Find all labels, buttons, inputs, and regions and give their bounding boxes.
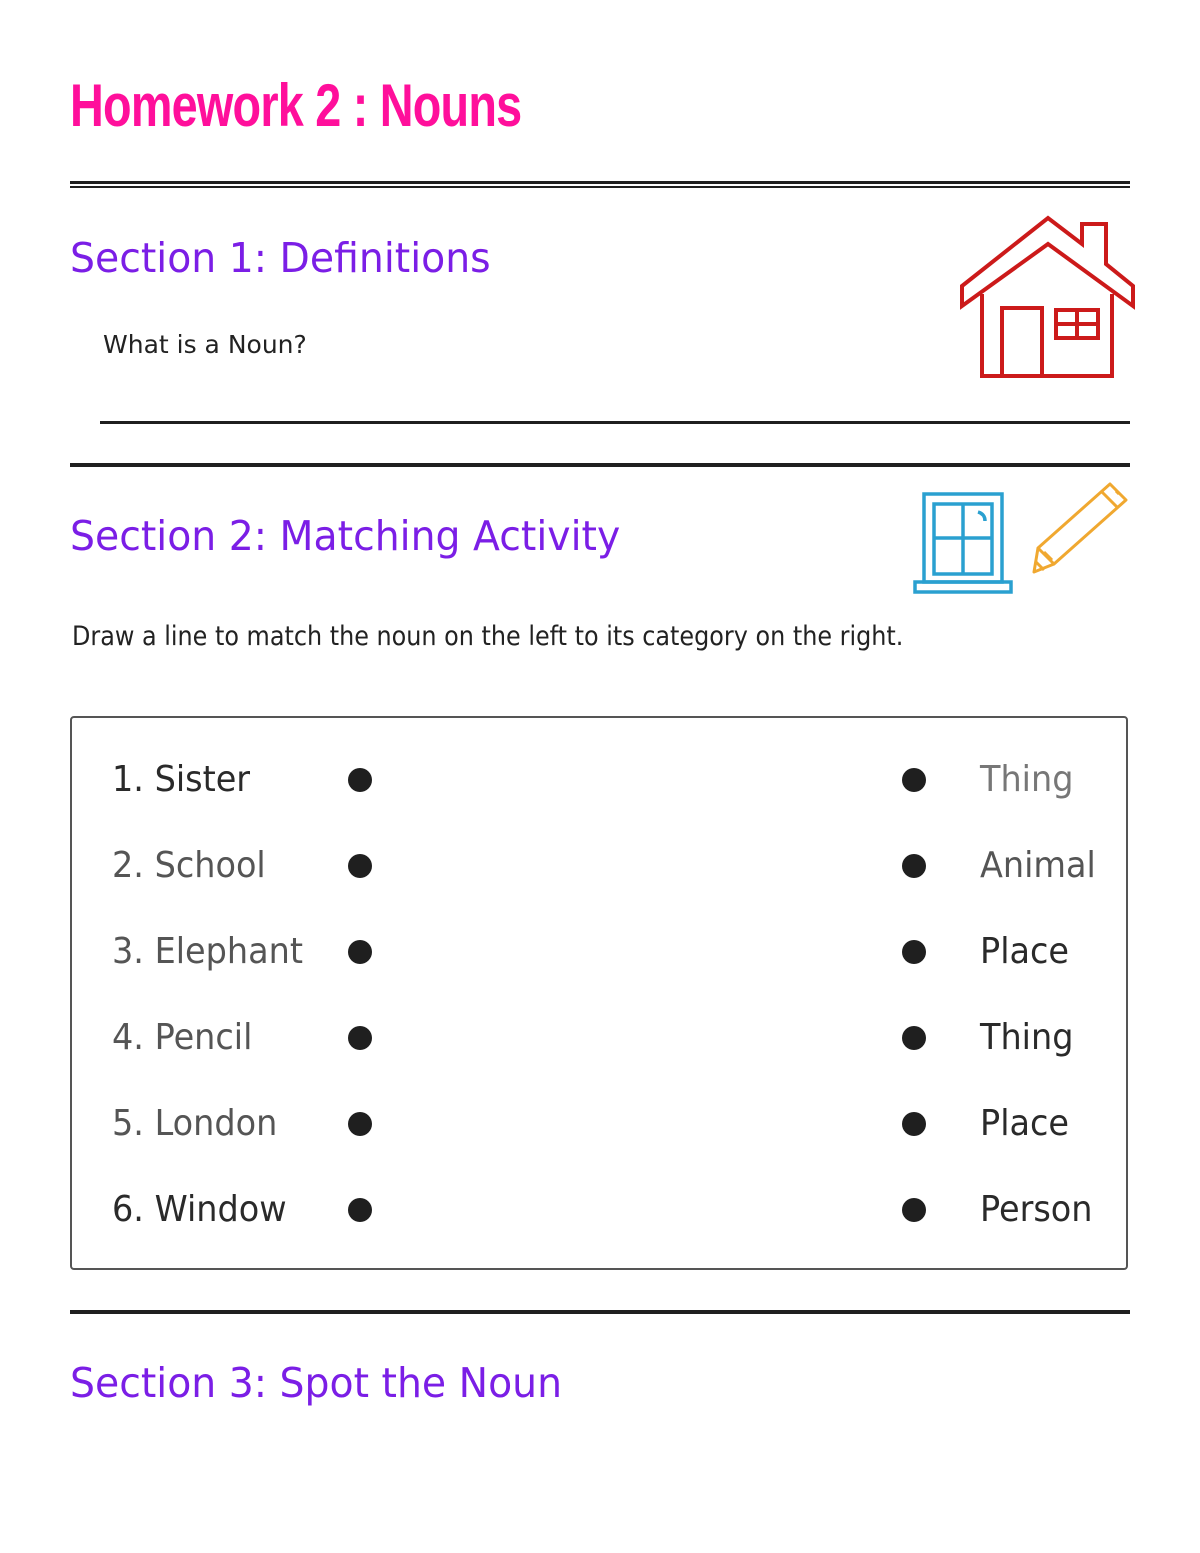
section-2-heading: Section 2: Matching Activity xyxy=(70,512,621,560)
answer-line[interactable] xyxy=(100,421,1130,424)
house-icon xyxy=(958,214,1136,380)
noun-label-6: 6. Window xyxy=(112,1189,287,1230)
category-label-3: Place xyxy=(980,931,1070,972)
noun-dot-1[interactable] xyxy=(348,768,372,792)
category-dot-1[interactable] xyxy=(902,768,926,792)
section-3-heading: Section 3: Spot the Noun xyxy=(70,1359,563,1407)
noun-label-3: 3. Elephant xyxy=(112,931,303,972)
category-dot-3[interactable] xyxy=(902,940,926,964)
category-dot-6[interactable] xyxy=(902,1198,926,1222)
category-dot-2[interactable] xyxy=(902,854,926,878)
noun-label-4: 4. Pencil xyxy=(112,1017,253,1058)
match-row-4 xyxy=(72,1013,1126,1063)
noun-label-5: 5. London xyxy=(112,1103,278,1144)
category-label-5: Place xyxy=(980,1103,1070,1144)
match-row-2 xyxy=(72,841,1126,891)
category-label-1: Thing xyxy=(980,759,1074,800)
category-label-2: Animal xyxy=(980,845,1096,886)
category-dot-5[interactable] xyxy=(902,1112,926,1136)
noun-label-2: 2. School xyxy=(112,845,266,886)
noun-dot-4[interactable] xyxy=(348,1026,372,1050)
matching-instructions: Draw a line to match the noun on the left to its category on the right. xyxy=(72,621,904,652)
section-divider xyxy=(70,463,1130,467)
noun-dot-6[interactable] xyxy=(348,1198,372,1222)
title-divider-top xyxy=(70,181,1130,184)
noun-label-1: 1. Sister xyxy=(112,759,251,800)
pencil-icon xyxy=(1030,478,1132,576)
page-title: Homework 2 : Nouns xyxy=(70,72,522,139)
category-label-4: Thing xyxy=(980,1017,1074,1058)
window-icon xyxy=(912,490,1014,598)
matching-table xyxy=(70,716,1128,1270)
match-row-3 xyxy=(72,927,1126,977)
match-row-5 xyxy=(72,1099,1126,1149)
match-row-1 xyxy=(72,755,1126,805)
definition-question: What is a Noun? xyxy=(103,330,307,359)
section-divider-2 xyxy=(70,1310,1130,1314)
noun-dot-5[interactable] xyxy=(348,1112,372,1136)
match-row-6 xyxy=(72,1185,1126,1235)
section-1-heading: Section 1: Definitions xyxy=(70,234,491,282)
noun-dot-2[interactable] xyxy=(348,854,372,878)
title-divider-bottom xyxy=(70,186,1130,188)
category-dot-4[interactable] xyxy=(902,1026,926,1050)
category-label-6: Person xyxy=(980,1189,1093,1230)
noun-dot-3[interactable] xyxy=(348,940,372,964)
